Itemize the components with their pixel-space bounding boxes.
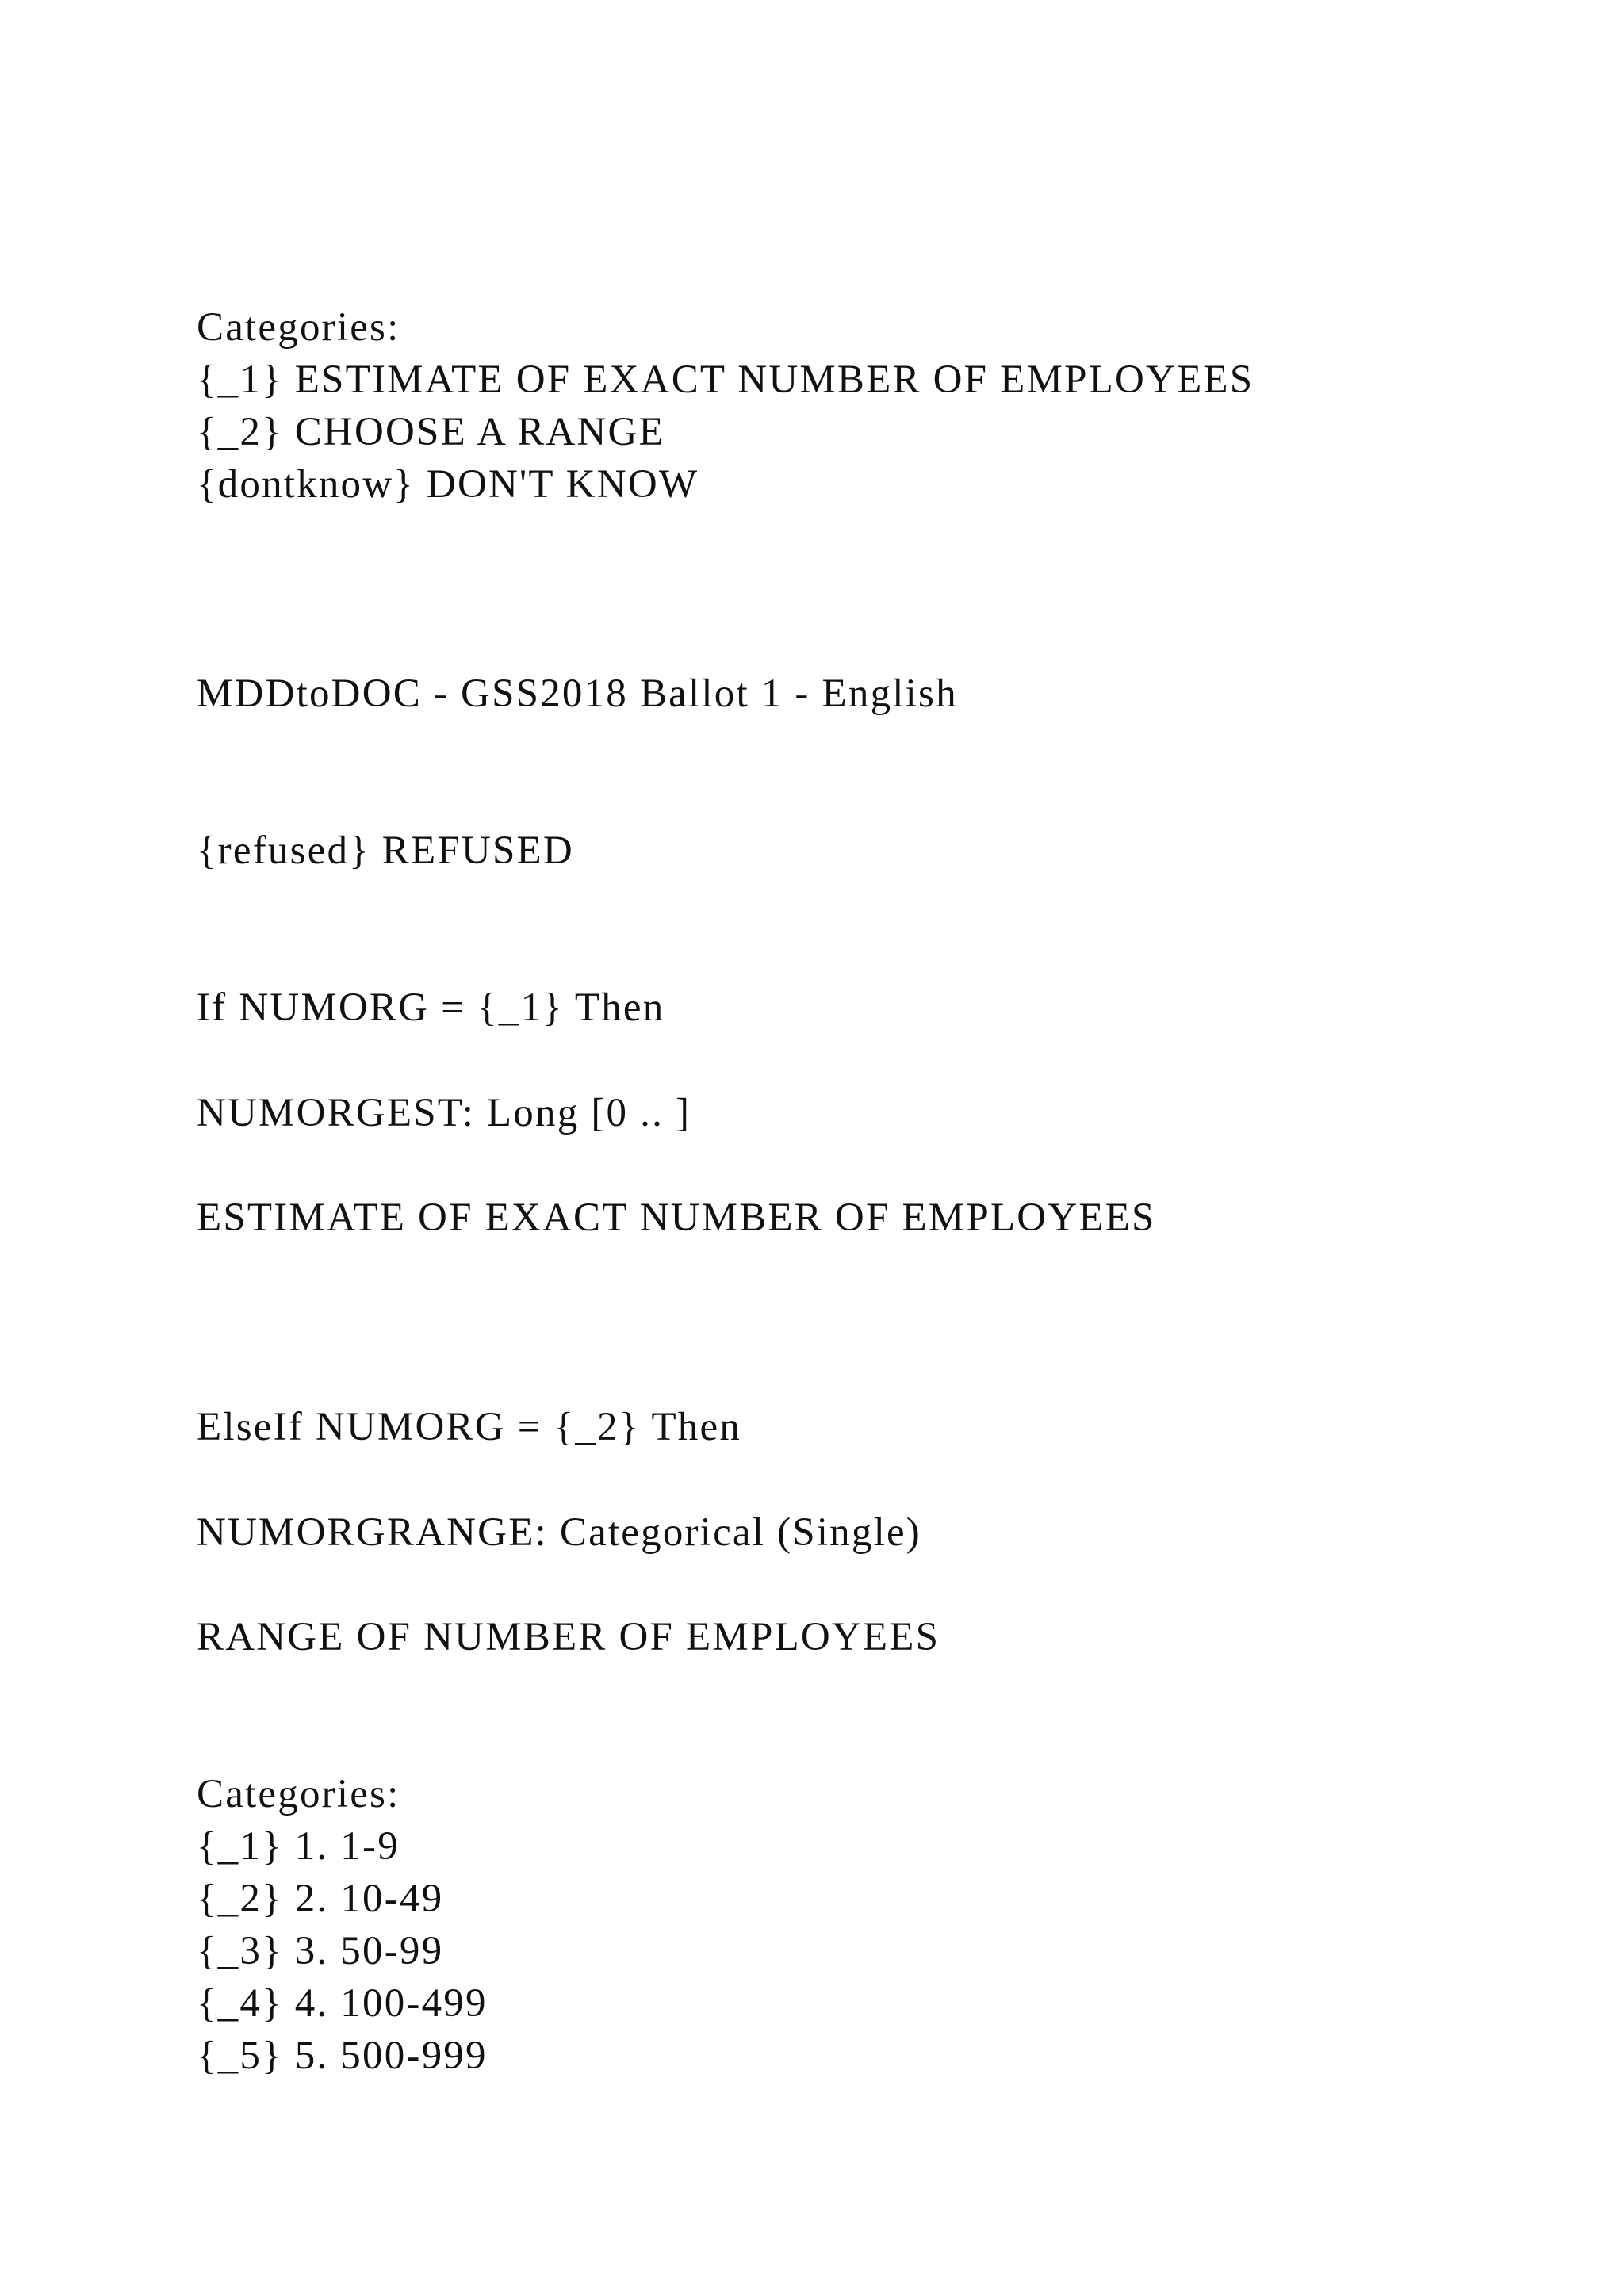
- category-item: {_1} 1. 1-9: [197, 1824, 400, 1869]
- running-header: MDDtoDOC - GSS2018 Ballot 1 - English: [197, 672, 958, 716]
- category-item: {_2} 2. 10-49: [197, 1877, 444, 1921]
- numorgrange-definition: NUMORGRANGE: Categorical (Single): [197, 1510, 921, 1555]
- category-item: {_1} ESTIMATE OF EXACT NUMBER OF EMPLOYEES: [197, 358, 1254, 402]
- category-item: {_4} 4. 100-499: [197, 1981, 488, 2026]
- numorgest-definition: NUMORGEST: Long [0 .. ]: [197, 1091, 691, 1135]
- if-clause: If NUMORG = {_1} Then: [197, 985, 665, 1030]
- numorgest-label: ESTIMATE OF EXACT NUMBER OF EMPLOYEES: [197, 1196, 1156, 1240]
- elseif-clause: ElseIf NUMORG = {_2} Then: [197, 1405, 742, 1449]
- categories-heading: Categories:: [197, 305, 400, 350]
- category-item: {dontknow} DON'T KNOW: [197, 462, 699, 507]
- category-item: {_2} CHOOSE A RANGE: [197, 410, 665, 454]
- refused-category: {refused} REFUSED: [197, 828, 574, 873]
- category-item: {_5} 5. 500-999: [197, 2034, 488, 2078]
- numorgrange-label: RANGE OF NUMBER OF EMPLOYEES: [197, 1615, 940, 1659]
- categories-heading: Categories:: [197, 1772, 400, 1816]
- category-item: {_3} 3. 50-99: [197, 1929, 444, 1973]
